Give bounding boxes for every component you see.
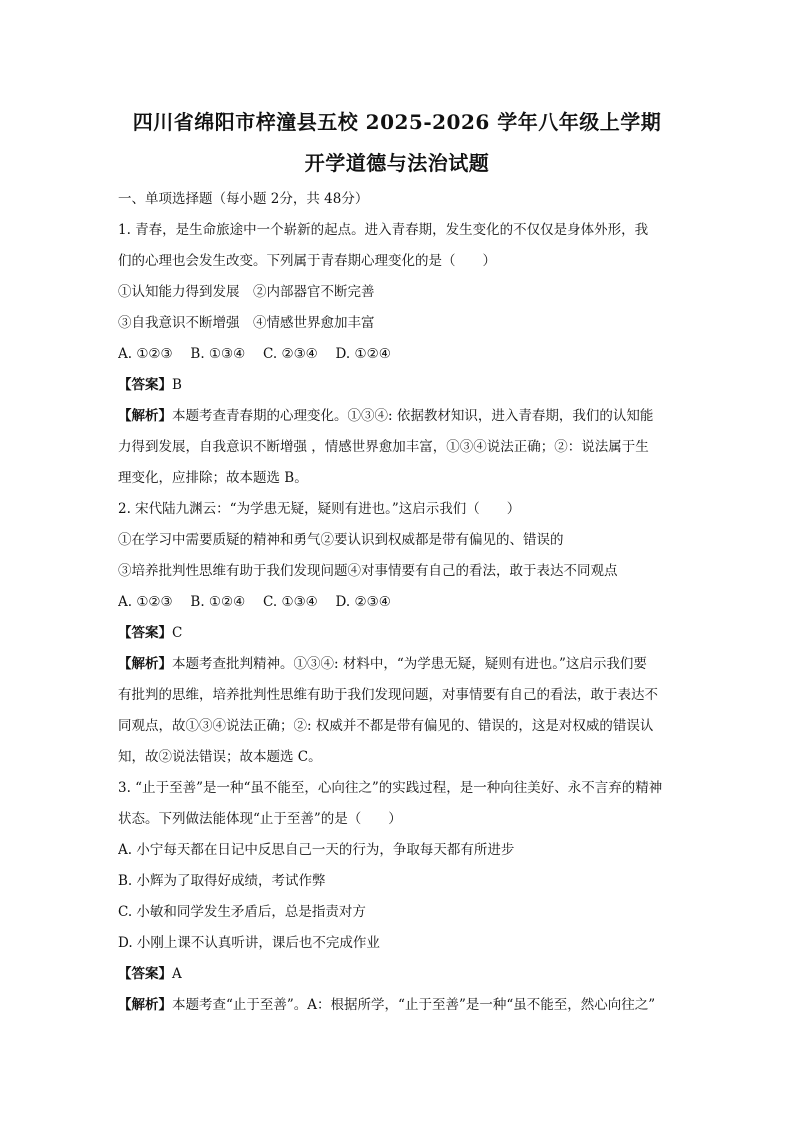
section-heading: 一、单项选择题（每小题 2分，共 48分）: [118, 191, 369, 207]
document-body: [118, 184, 678, 1021]
q3-analysis-line-1: [118, 990, 678, 1021]
q1-stem-line-1: 1. 青春，是生命旅途中一个崭新的起点。进入青春期，发生变化的不仅仅是身体外形，我: [118, 222, 649, 238]
q1-analysis-line-3: 理变化，应排除；故本题选 B。: [118, 470, 308, 486]
q3-option-b: B. 小辉为了取得好成绩，考试作弊: [118, 873, 326, 889]
q3-stem-line-2: 状态。下列做法能体现“止于至善”的是（ ）: [118, 811, 402, 827]
q3-analysis-label: 【解析】: [118, 997, 172, 1013]
q1-option-line-2: ③自我意识不断增强 ④情感世界愈加丰富: [118, 315, 375, 331]
q2-analysis-line-4: 知，故②说法错误；故本题选 C。: [118, 749, 322, 765]
q1-stem-line-2: 们的心理也会发生改变。下列属于青春期心理变化的是（ ）: [118, 253, 496, 269]
q2-analysis-line-2: 有批判的思维，培养批判性思维有助于我们发现问题，对事情要有自己的看法，敢于表达不: [118, 687, 658, 703]
q3-stem-line-1: 3. “止于至善”是一种“虽不能至，心向往之”的实践过程，是一种向往美好、永不言弃的精神: [118, 780, 663, 796]
q2-answer-label: 【答案】: [118, 625, 172, 641]
q2-option-line-2: ③培养批判性思维有助于我们发现问题④对事情要有自己的看法，敢于表达不同观点: [118, 563, 618, 579]
q2-analysis-line-3: 同观点，故①③④说法正确；②: 权威并不都是带有偏见的、错误的，这是对权威的错误认: [118, 718, 654, 734]
q1-answer-label: 【答案】: [118, 377, 172, 393]
q2-answer: [118, 618, 678, 649]
q3-analysis-text-1: 本题考查“止于至善”。A：根据所学，“止于至善”是一种“虽不能至，然心向往之”: [172, 997, 656, 1013]
q3-option-c: C. 小敏和同学发生矛盾后，总是指责对方: [118, 904, 366, 920]
q1-analysis-text-1: 本题考查青春期的心理变化。①③④: 依据教材知识，进入青春期，我们的认知能: [172, 408, 654, 424]
q2-analysis-label: 【解析】: [118, 656, 172, 672]
q1-analysis-label: 【解析】: [118, 408, 172, 424]
q1-choices: A. ①②③ B. ①③④ C. ②③④ D. ①②④: [118, 346, 391, 362]
q2-analysis-text-1: 本题考查批判精神。①③④: 材料中，“为学患无疑，疑则有进也。”这启示我们要: [172, 656, 647, 672]
q1-analysis-line-2: 力得到发展，自我意识不断增强 ，情感世界愈加丰富，①③④说法正确；②：说法属于生: [118, 439, 649, 455]
q2-answer-value: C: [172, 625, 183, 641]
document-title-line-2: 开学道德与法治试题: [304, 151, 490, 175]
q3-answer-label: 【答案】: [118, 966, 172, 982]
q3-option-a: A. 小宁每天都在日记中反思自己一天的行为，争取每天都有所进步: [118, 842, 515, 858]
q1-answer: [118, 370, 678, 401]
q2-choices: A. ①②③ B. ①②④ C. ①③④ D. ②③④: [118, 594, 391, 610]
q1-answer-value: B: [172, 377, 182, 393]
q1-option-line-1: ①认知能力得到发展 ②内部器官不断完善: [118, 284, 375, 300]
q2-analysis-line-1: [118, 649, 678, 680]
document-title-line-1: 四川省绵阳市梓潼县五校 2025-2026 学年八年级上学期: [132, 110, 662, 134]
q3-option-d: D. 小刚上课不认真听讲，课后也不完成作业: [118, 935, 380, 951]
q1-analysis-line-1: [118, 401, 678, 432]
q3-answer: [118, 959, 678, 990]
q2-stem-line-1: 2. 宋代陆九渊云：“为学患无疑，疑则有进也。”这启示我们（ ）: [118, 501, 521, 517]
q2-option-line-1: ①在学习中需要质疑的精神和勇气②要认识到权威都是带有偏见的、错误的: [118, 532, 564, 548]
q3-answer-value: A: [172, 966, 182, 982]
